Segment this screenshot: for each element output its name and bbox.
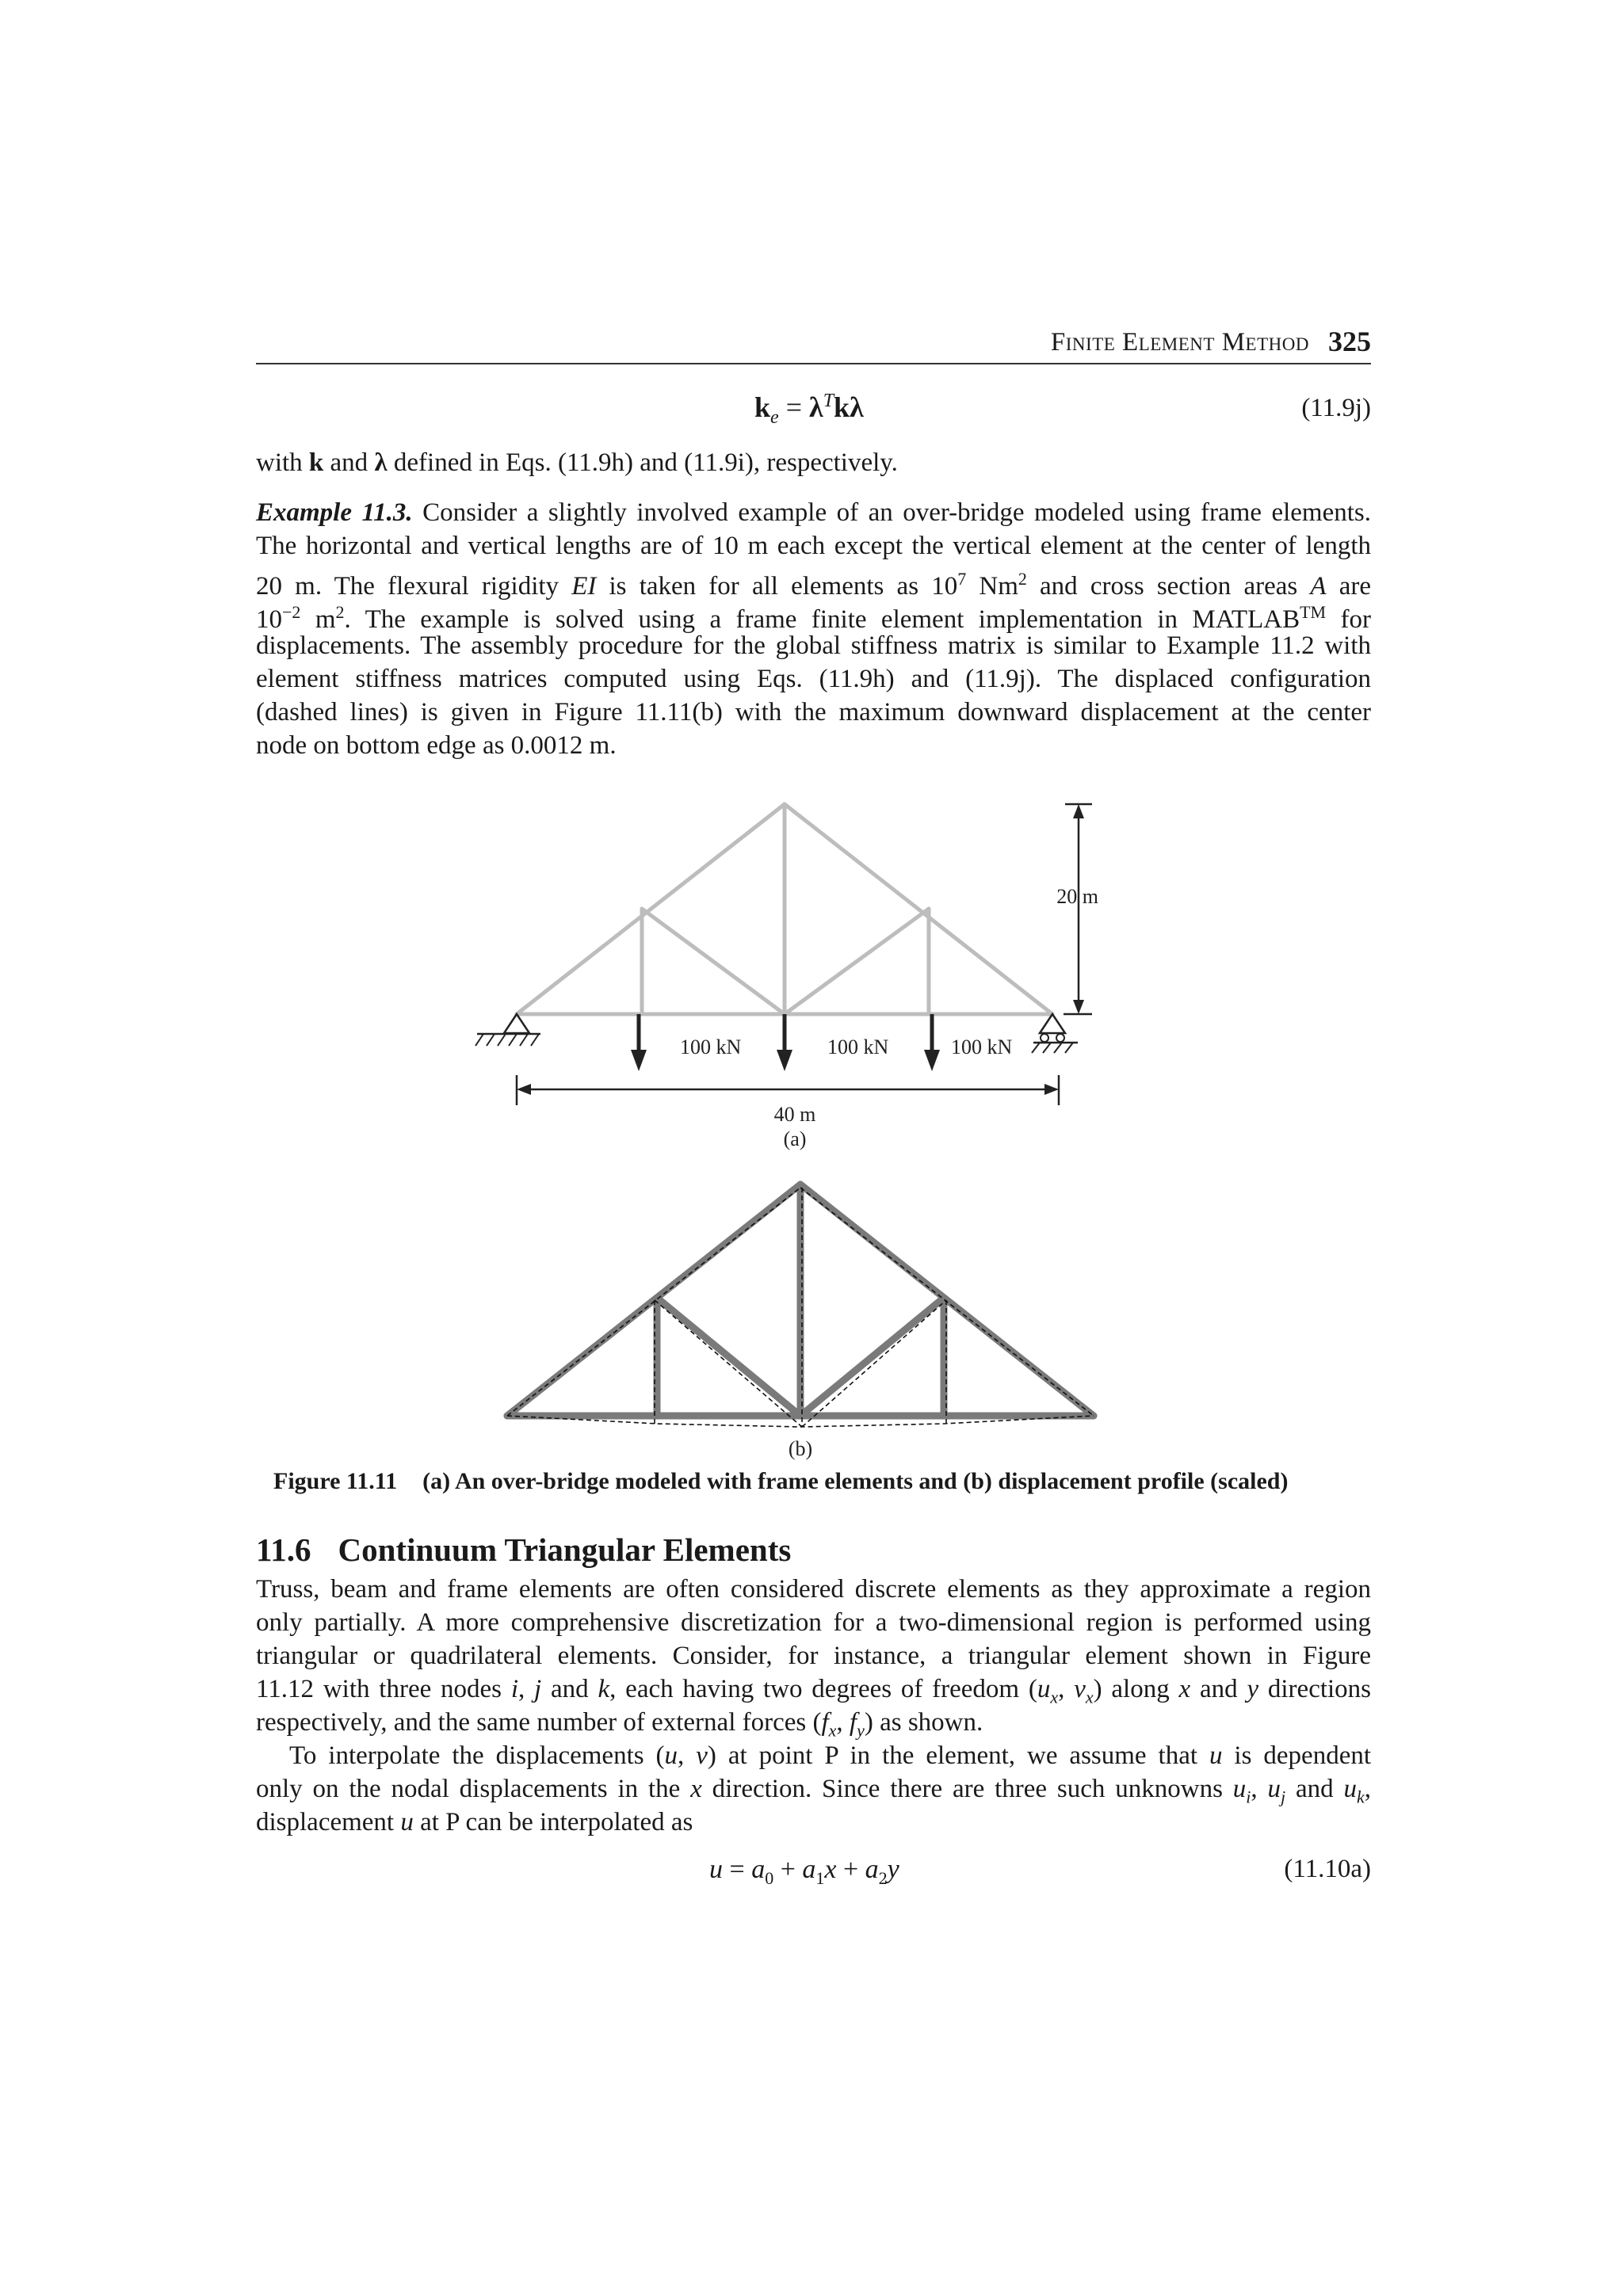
- example-text-4a: 10: [256, 605, 282, 634]
- caption-text: (a) An over-bridge modeled with frame elements and (b) displacement profile (scaled): [422, 1468, 1289, 1494]
- eq2-x: x: [824, 1855, 837, 1884]
- b4d: , each having two degrees of freedom (: [609, 1675, 1037, 1703]
- eq2-s1: 1: [815, 1867, 825, 1888]
- p2-1d: is dependent: [1222, 1741, 1372, 1770]
- equation-number-11-9j: (11.9j): [1301, 394, 1371, 422]
- body2-line-1: [256, 1739, 1371, 1772]
- example-text-4b: m: [300, 605, 336, 634]
- p2-2a: only on the nodal displacements in the: [256, 1775, 691, 1803]
- truss-members-b: [507, 1184, 1094, 1416]
- p2-uk-s: k: [1356, 1787, 1365, 1807]
- intro-text-3: defined in Eqs. (11.9h) and (11.9i), respectively.: [387, 448, 898, 477]
- eq2-s0: 0: [765, 1867, 774, 1888]
- eq-sup-t: T: [823, 391, 834, 411]
- intro-text-2: and: [323, 448, 375, 477]
- truss-members-a: [517, 804, 1052, 1014]
- example-line-1: [256, 496, 1371, 529]
- example-a: A: [1310, 572, 1327, 601]
- b4-j: j: [534, 1675, 542, 1703]
- b5-x: x: [828, 1720, 837, 1741]
- right-diagonal-b: [800, 1298, 944, 1416]
- example-text-4d: for: [1326, 605, 1371, 634]
- left-diagonal-a: [642, 909, 785, 1014]
- example-label: Example 11.3.: [256, 498, 413, 527]
- equation-number-11-10a: (11.10a): [1284, 1855, 1371, 1883]
- running-title: Finite Element Method: [1050, 328, 1309, 357]
- example-text-1: Consider a slightly involved example of an over-bridge modeled using frame elements.: [412, 498, 1371, 527]
- b4-u: u: [1037, 1675, 1051, 1703]
- b4f: ) along: [1093, 1675, 1179, 1703]
- load-label-2: 100 kN: [827, 1035, 889, 1058]
- section-number: 11.6: [256, 1531, 311, 1568]
- figure-11-11b: [491, 1169, 1109, 1466]
- b4-xx: x: [1178, 1675, 1191, 1703]
- p2-2c: ,: [1251, 1775, 1268, 1803]
- body-line-3: triangular or quadrilateral elements. Consider, for instance, a triangular element shown in Figure: [256, 1642, 1371, 1670]
- intro-lambda: λ: [374, 448, 388, 477]
- header-rule: [256, 363, 1371, 364]
- pinned-support: [475, 1014, 540, 1046]
- eq2-plus2: +: [836, 1855, 865, 1884]
- body2-line-2: [256, 1772, 1371, 1806]
- figure-caption: [273, 1468, 1288, 1495]
- b4a: 11.12 with three nodes: [256, 1675, 511, 1703]
- example-ei: EI: [571, 572, 597, 601]
- example-line-7: (dashed lines) is given in Figure 11.11(b) with the maximum downward displacement at the center: [256, 698, 1371, 727]
- p2-2d: and: [1285, 1775, 1344, 1803]
- p2-u2: u: [1209, 1741, 1223, 1770]
- p2-2e: ,: [1364, 1775, 1371, 1803]
- eq2-a1: a: [802, 1855, 816, 1884]
- running-header: [256, 328, 1371, 363]
- eq2-a2: a: [865, 1855, 879, 1884]
- b4c: and: [541, 1675, 598, 1703]
- p2-ui: u: [1232, 1775, 1247, 1803]
- equation-11-10a: [709, 1855, 899, 1889]
- p2-2b: direction. Since there are three such unknowns: [701, 1775, 1233, 1803]
- eq2-s2: 2: [878, 1867, 888, 1888]
- example-text-3d: and cross section areas: [1026, 572, 1311, 601]
- page-number: 325: [1328, 326, 1371, 357]
- example-11-3-paragraph: [256, 496, 1371, 762]
- example-line-4: [256, 596, 1371, 634]
- intro-text-1: with: [256, 448, 309, 477]
- b4b: ,: [518, 1675, 535, 1703]
- intro-k: k: [308, 448, 324, 477]
- example-text-3a: 20 m. The flexural rigidity: [256, 572, 572, 601]
- example-text-3b: is taken for all elements as 10: [596, 572, 958, 601]
- example-line-3: [256, 563, 1372, 601]
- example-line-2: The horizontal and vertical lengths are of 10 m each except the vertical element at the center of length: [256, 532, 1371, 560]
- b5a: respectively, and the same number of external forces (: [256, 1708, 822, 1737]
- eq-k: k: [754, 391, 771, 423]
- p2-u: u: [664, 1741, 678, 1770]
- example-sq-1: 2: [1018, 569, 1027, 589]
- eq2-plus1: +: [773, 1855, 803, 1884]
- caption-label: Figure 11.11: [273, 1468, 398, 1494]
- p2-x: x: [690, 1775, 702, 1803]
- example-text-4c: . The example is solved using a frame finite element implementation in MATLAB: [344, 605, 1300, 634]
- example-text-3e: are: [1326, 572, 1372, 601]
- body-line-1: Truss, beam and frame elements are often considered discrete elements as they approximate a region: [256, 1575, 1371, 1604]
- figure-11-11a: [460, 788, 1109, 1169]
- b5c: ) as shown.: [864, 1708, 983, 1737]
- example-line-5: displacements. The assembly procedure for the global stiffness matrix is similar to Example 11.2 with: [256, 631, 1371, 660]
- load-label-1: 100 kN: [680, 1035, 742, 1058]
- section-heading: [256, 1531, 791, 1569]
- subfigure-a-label: (a): [783, 1127, 807, 1150]
- right-diagonal-a: [785, 909, 929, 1014]
- intro-line: [256, 446, 1371, 479]
- b4-v: v: [1074, 1675, 1086, 1703]
- example-text-3c: Nm: [966, 572, 1018, 601]
- p2-uk: u: [1343, 1775, 1357, 1803]
- section-paragraph-2: [256, 1739, 1371, 1839]
- b5b: ,: [836, 1708, 850, 1737]
- body-line-2: only partially. A more comprehensive discretization for a two-dimensional region is performed using: [256, 1608, 1371, 1637]
- eq-sub-e: e: [770, 407, 779, 429]
- section-paragraph-1: [256, 1573, 1371, 1739]
- equation-11-9j: [754, 391, 864, 429]
- eq-lambda-1: λ: [809, 391, 823, 423]
- eq2-y: y: [887, 1855, 899, 1884]
- b4-k: k: [598, 1675, 610, 1703]
- p2-3a: displacement: [256, 1808, 401, 1836]
- height-label: 20 m: [1056, 885, 1098, 908]
- eq2-a0: a: [751, 1855, 766, 1884]
- height-dimension: [1064, 804, 1092, 1014]
- b5-f1: f: [821, 1708, 829, 1737]
- example-line-8: node on bottom edge as 0.0012 m.: [256, 731, 617, 760]
- span-label: 40 m: [773, 1103, 816, 1126]
- subfigure-b-label: (b): [788, 1437, 813, 1460]
- p2-1b: ,: [678, 1741, 697, 1770]
- eq2-equals: =: [723, 1855, 752, 1884]
- p2-1a: To interpolate the displacements (: [289, 1741, 665, 1770]
- b4-x2: x: [1085, 1687, 1094, 1707]
- b4g: and: [1190, 1675, 1247, 1703]
- example-exp-7: 7: [957, 569, 967, 589]
- section-title: Continuum Triangular Elements: [338, 1531, 792, 1568]
- span-dimension: [517, 1075, 1059, 1105]
- b5-f2: f: [849, 1708, 857, 1737]
- eq-equals: =: [778, 391, 809, 423]
- p2-ui-s: i: [1246, 1787, 1251, 1807]
- example-line-6: element stiffness matrices computed using Eqs. (11.9h) and (11.9j). The displaced configuration: [256, 665, 1371, 693]
- p2-3b: at P can be interpolated as: [413, 1808, 693, 1836]
- body2-line-3: [256, 1806, 1371, 1839]
- p2-v: v: [696, 1741, 708, 1770]
- b4-yy: y: [1247, 1675, 1259, 1703]
- p2-u3: u: [400, 1808, 414, 1836]
- example-tm: TM: [1300, 602, 1327, 622]
- body-line-4: [256, 1672, 1371, 1706]
- b5-y: y: [857, 1720, 865, 1741]
- load-arrows: [631, 1014, 940, 1071]
- p2-uj: u: [1267, 1775, 1281, 1803]
- eq2-u: u: [709, 1855, 723, 1884]
- body-line-5: [256, 1706, 1371, 1739]
- left-diagonal-b: [657, 1298, 800, 1416]
- example-sq-2: 2: [335, 602, 345, 622]
- b4e: ,: [1058, 1675, 1075, 1703]
- eq-k-2: k: [834, 391, 850, 423]
- b4-i: i: [510, 1675, 518, 1703]
- eq-lambda-2: λ: [850, 391, 864, 423]
- b4-x1: x: [1050, 1687, 1059, 1707]
- p2-1c: ) at point P in the element, we assume that: [707, 1741, 1209, 1770]
- example-exp-neg2: −2: [282, 602, 301, 622]
- b4h: directions: [1258, 1675, 1372, 1703]
- load-label-3: 100 kN: [951, 1035, 1013, 1058]
- p2-uj-s: j: [1281, 1787, 1286, 1807]
- roller-support: [1032, 1014, 1078, 1053]
